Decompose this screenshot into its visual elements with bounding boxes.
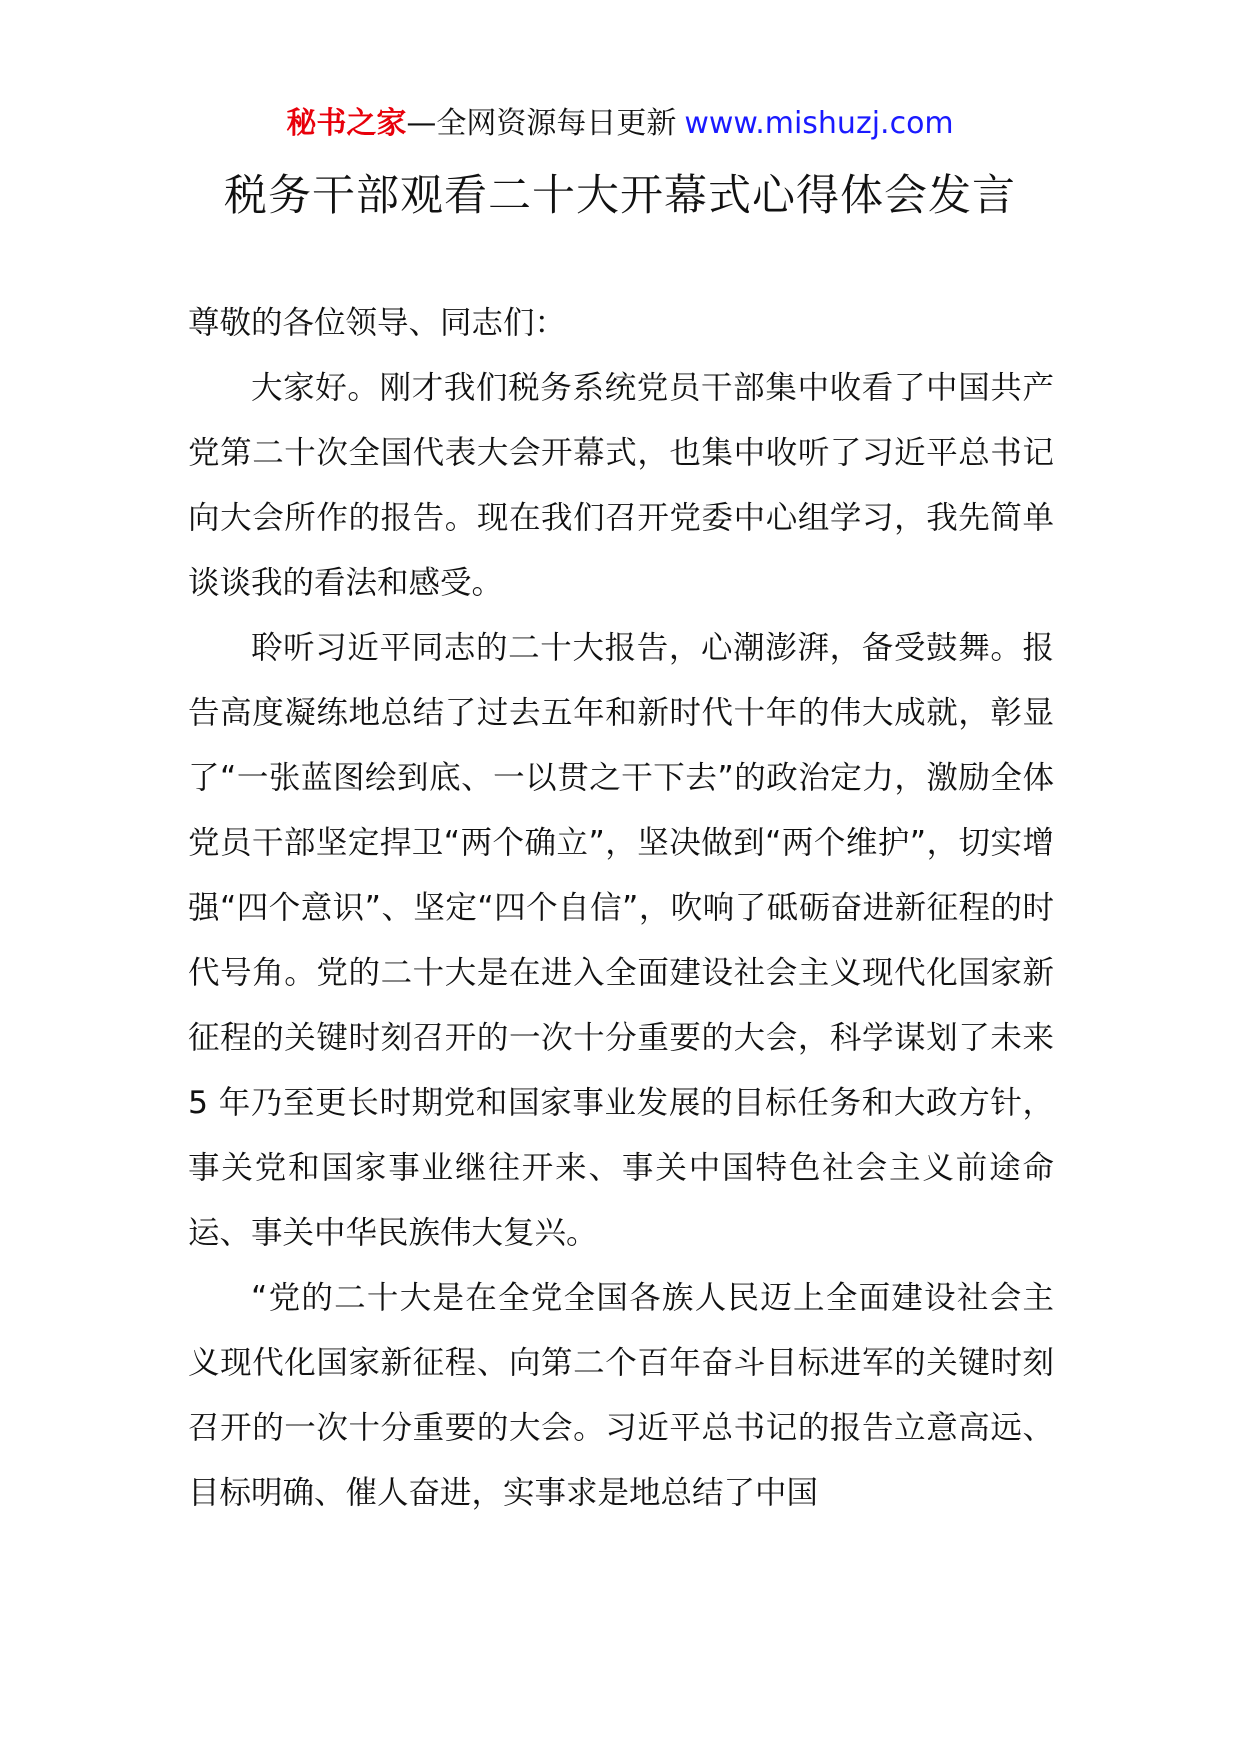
site-slogan: —全网资源每日更新 xyxy=(406,106,677,141)
paragraph-2: 聆听习近平同志的二十大报告，心潮澎湃，备受鼓舞。报告高度凝练地总结了过去五年和新时代十年的伟大成就，彰显了“一张蓝图绘到底、一以贯之干下去”的政治定力，激励全体党员干部坚定捍卫“两个确立”，坚决做到“两个维护”，切实增强“四个意识”、坚定“四个自信”，吹响了砥砺奋进新征程的时代号角。党的二十大是在进入全面建设社会主义现代化国家新征程的关键时刻召开的一次十分重要的大会，科学谋划了未来 5 年乃至更长时期党和国家事业发展的目标任务和大政方针，事关党和国家事业继往开来、事关中国特色社会主义前途命运、事关中华民族伟大复兴。 xyxy=(188,630,1054,1251)
salutation: 尊敬的各位领导、同志们： xyxy=(188,305,567,341)
brand-name: 秘书之家 xyxy=(286,106,407,141)
paragraph-1: 大家好。刚才我们税务系统党员干部集中收看了中国共产党第二十次全国代表大会开幕式，也集中收听了习近平总书记向大会所作的报告。现在我们召开党委中心组学习，我先简单谈谈我的看法和感受。 xyxy=(188,370,1054,601)
site-url-link[interactable]: www.mishuzj.com xyxy=(684,106,954,141)
paragraph-3: “党的二十大是在全党全国各族人民迈上全面建设社会主义现代化国家新征程、向第二个百年奋斗目标进军的关键时刻召开的一次十分重要的大会。习近平总书记的报告立意高远、目标明确、催人奋进，实事求是地总结了中国 xyxy=(188,1280,1054,1511)
document-body xyxy=(188,291,1054,1526)
site-header xyxy=(0,102,1240,146)
document-title: 税务干部观看二十大开幕式心得体会发言 xyxy=(224,171,1016,221)
